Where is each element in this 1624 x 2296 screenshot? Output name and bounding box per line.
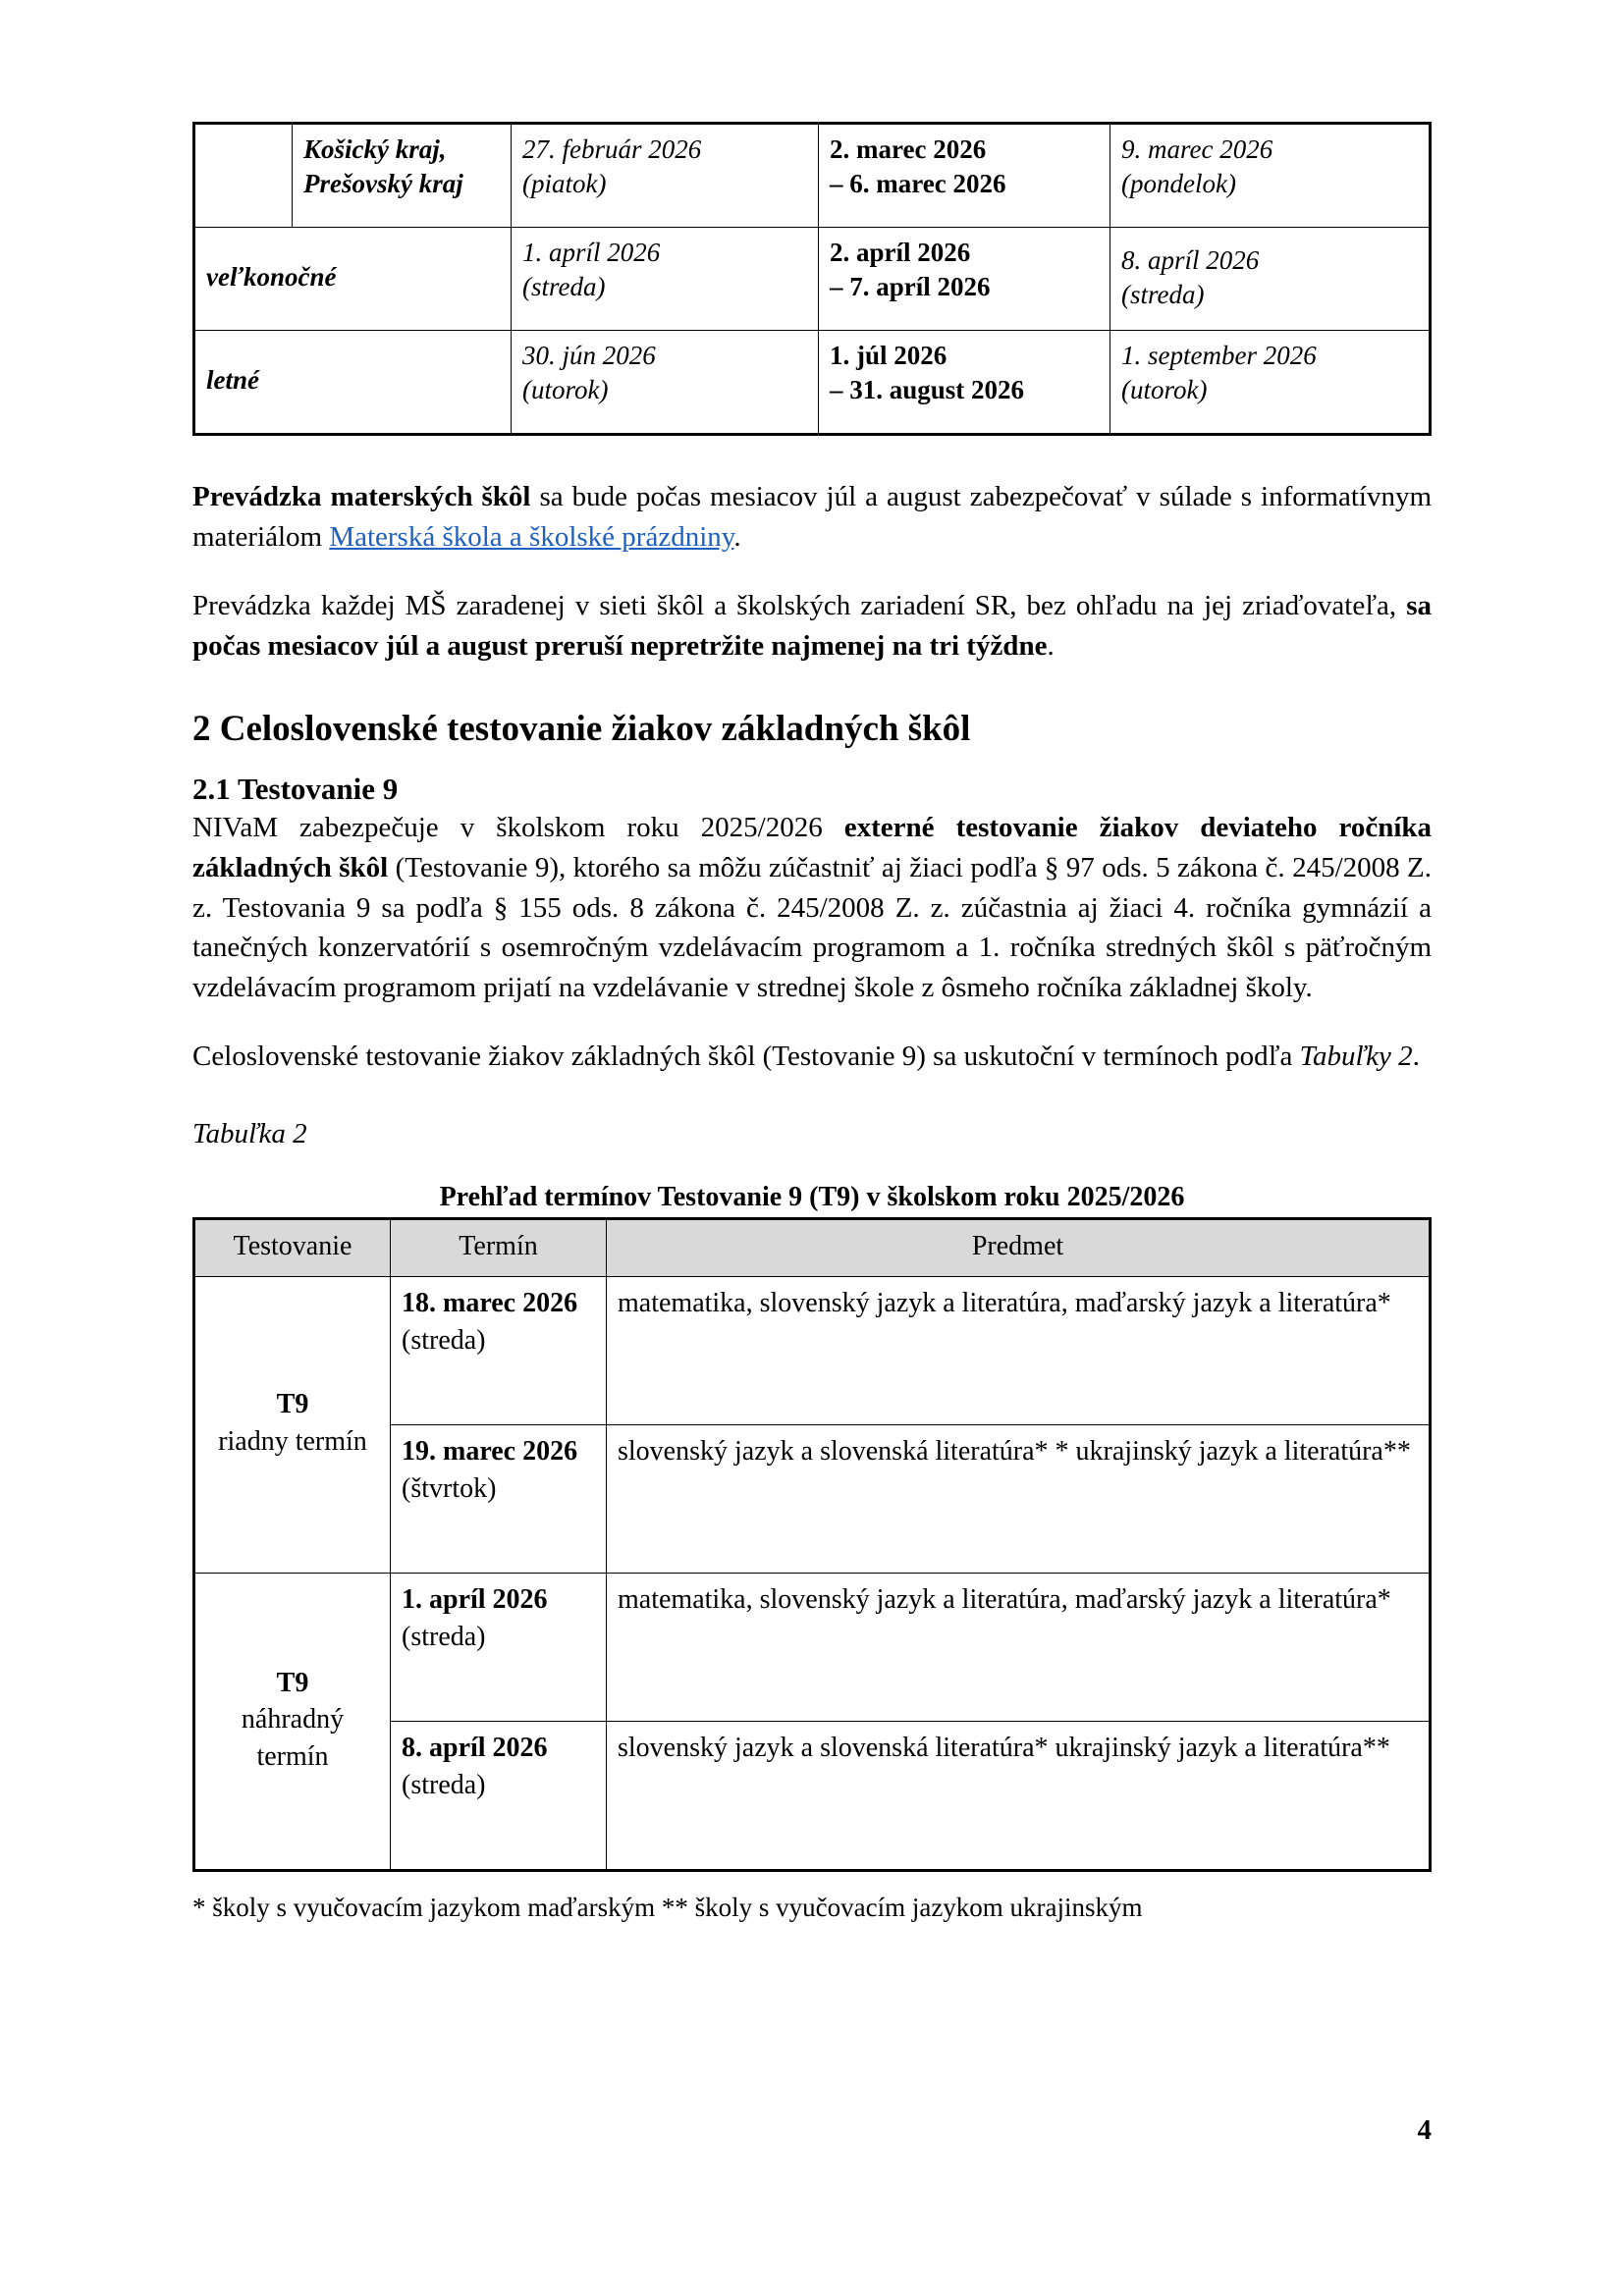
holiday-range-cell: [819, 331, 1110, 435]
column-header-termin: Termín: [391, 1219, 607, 1276]
ms-operation-bold-lead: Prevádzka materských škôl: [192, 481, 531, 512]
holiday-range-cell: [819, 124, 1110, 228]
group-label-rest: riadny termín: [218, 1426, 367, 1458]
t9-terms-part2: .: [1412, 1041, 1420, 1073]
group-label-nahradny: [194, 1573, 391, 1870]
date-weekday: (streda): [402, 1621, 486, 1652]
heading-section-2: 2 Celoslovenské testovanie žiakov základných škôl: [192, 709, 971, 750]
date-weekday: (štvrtok): [402, 1472, 497, 1504]
subject-cell: slovenský jazyk a slovenská literatúra* ukrajinský jazyk a literatúra**: [607, 1721, 1431, 1870]
holiday-start-cell: [1110, 331, 1431, 435]
range-line-1: 2. marec 2026: [830, 134, 987, 164]
subject-cell: matematika, slovenský jazyk a literatúra, maďarský jazyk a literatúra*: [607, 1276, 1431, 1424]
paragraph-t9-intro: [192, 808, 1432, 1007]
date-value: 19. marec 2026: [402, 1435, 578, 1467]
table-row: [194, 124, 1431, 228]
date-cell: [391, 1573, 607, 1721]
last-day-weekday: (utorok): [522, 375, 609, 405]
holiday-kind-cell: [194, 124, 293, 228]
paragraph-ms-operation: [192, 477, 1432, 557]
table-row: [194, 1573, 1431, 1721]
t9-intro-bold: externé testovanie žiakov deviateho ročníka základných škôl: [192, 812, 1433, 883]
group-label-bold: T9: [276, 1389, 309, 1420]
page-number: 4: [1417, 2114, 1432, 2146]
holiday-last-day-cell: [512, 228, 819, 331]
table2-footnote: * školy s vyučovacím jazykom maďarským ** školy s vyučovacím jazykom ukrajinským: [192, 1892, 1143, 1922]
paragraph-ms-interruption: [192, 586, 1432, 666]
holiday-start-cell: [1110, 228, 1431, 331]
date-weekday: (streda): [402, 1324, 486, 1356]
start-date: 8. apríl 2026: [1121, 244, 1260, 275]
holiday-range-cell: [819, 228, 1110, 331]
heading-section-2-1: 2.1 Testovanie 9: [192, 771, 399, 806]
ms-interruption-text-end: .: [1047, 629, 1055, 662]
table2-title: Prehľad termínov Testovanie 9 (T9) v školskom roku 2025/2026: [439, 1181, 1185, 1212]
date-cell: [391, 1721, 607, 1870]
table-row: [194, 228, 1431, 331]
page-content: [192, 122, 1432, 1925]
holiday-kind-cell: letné: [194, 331, 512, 435]
holiday-last-day-cell: [512, 124, 819, 228]
t9-intro-part1: NIVaM zabezpečuje v školskom roku 2025/2026: [192, 812, 844, 844]
holiday-last-day-cell: [512, 331, 819, 435]
group-label-rest: náhradný termín: [241, 1704, 345, 1773]
holiday-start-cell: [1110, 124, 1431, 228]
start-date: 9. marec 2026: [1121, 134, 1273, 164]
last-day-date: 27. február 2026: [522, 134, 702, 164]
holiday-region-cell: [293, 124, 512, 228]
last-day-weekday: (streda): [522, 272, 606, 302]
ms-operation-text-mid: sa bude počas mesiacov júl a august zabezpečovať v súlade s informatívnym materiálom: [192, 481, 1432, 553]
last-day-weekday: (piatok): [522, 169, 607, 199]
last-day-date: 30. jún 2026: [522, 341, 656, 370]
range-line-2: – 31. august 2026: [830, 375, 1025, 405]
t9-terms-italic: Tabuľky 2: [1299, 1041, 1413, 1073]
start-date: 1. september 2026: [1121, 341, 1317, 370]
range-line-1: 1. júl 2026: [830, 341, 947, 370]
start-weekday: (streda): [1121, 280, 1205, 309]
column-header-predmet: Predmet: [607, 1219, 1431, 1276]
range-line-2: – 7. apríl 2026: [830, 272, 991, 302]
date-cell: [391, 1424, 607, 1573]
date-weekday: (streda): [402, 1769, 486, 1800]
column-header-testovanie: Testovanie: [194, 1219, 391, 1276]
ms-interruption-text-start: Prevádzka každej MŠ zaradenej v sieti škôl a školských zariadení SR, bez ohľadu na jej zriaďovateľa,: [192, 590, 1407, 622]
table-row: [194, 331, 1431, 435]
ms-interruption-bold: sa počas mesiacov júl a august preruší nepretržite najmenej na tri týždne: [192, 590, 1432, 662]
date-cell: [391, 1276, 607, 1424]
group-label-riadny: [194, 1276, 391, 1573]
table-row: [194, 1276, 1431, 1424]
holidays-table: [192, 122, 1432, 436]
subject-cell: slovenský jazyk a slovenská literatúra* * ukrajinský jazyk a literatúra**: [607, 1424, 1431, 1573]
date-value: 18. marec 2026: [402, 1287, 578, 1318]
start-weekday: (pondelok): [1121, 169, 1236, 199]
range-line-2: – 6. marec 2026: [830, 169, 1006, 199]
t9-terms-table: [192, 1217, 1432, 1871]
start-weekday: (utorok): [1121, 375, 1208, 405]
table2-caption: Tabuľka 2: [192, 1117, 307, 1149]
date-value: 1. apríl 2026: [402, 1583, 548, 1615]
holiday-kind-cell: veľkonočné: [194, 228, 512, 331]
last-day-date: 1. apríl 2026: [522, 238, 661, 267]
region-line-1: Košický kraj,: [303, 134, 447, 164]
t9-intro-part2: (Testovanie 9), ktorého sa môžu zúčastniť aj žiaci podľa § 97 ods. 5 zákona č. 245/2008 Z. z. Testovania 9 sa podľa § 155 ods. 8 zákona č. 245/2008 Z. z. zúčastnia aj žiaci 4. ročníka gymnázií a tanečných konzervatórií s osemročným vzdelávacím programom a 1. ročníka stredných škôl s päťročným vzdelávacím programom prijatí na vzdelávanie v strednej škole z ôsmeho ročníka základnej školy.: [192, 851, 1432, 1003]
subject-cell: matematika, slovenský jazyk a literatúra, maďarský jazyk a literatúra*: [607, 1573, 1431, 1721]
paragraph-t9-terms: [192, 1037, 1432, 1077]
date-value: 8. apríl 2026: [402, 1732, 548, 1763]
region-line-2: Prešovský kraj: [303, 169, 463, 199]
ms-operation-text-end: .: [733, 520, 741, 553]
materska-skola-link[interactable]: Materská škola a školské prázdniny: [329, 520, 734, 553]
t9-terms-part1: Celoslovenské testovanie žiakov základných škôl (Testovanie 9) sa uskutoční v termínoch podľa: [192, 1041, 1300, 1073]
group-label-bold: T9: [276, 1667, 309, 1698]
table-header-row: [194, 1219, 1431, 1276]
range-line-1: 2. apríl 2026: [830, 238, 971, 267]
